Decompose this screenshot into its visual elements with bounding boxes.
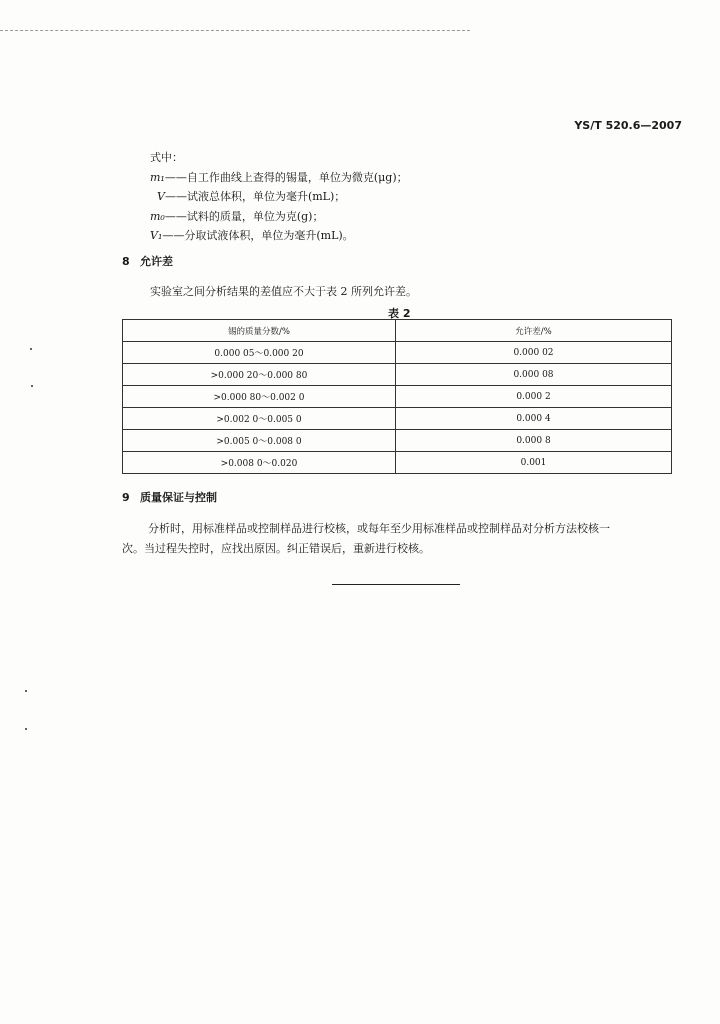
column-header-tin-fraction: 锡的质量分数/% xyxy=(123,320,396,342)
table-cell: 0.000 8 xyxy=(396,430,672,452)
table-cell: >0.005 0～0.008 0 xyxy=(123,430,396,452)
section-9-heading xyxy=(122,489,217,505)
table-header-row xyxy=(123,320,672,342)
table-cell: >0.002 0～0.005 0 xyxy=(123,408,396,430)
variable-definition xyxy=(150,168,408,188)
table-row xyxy=(123,430,672,452)
standard-code: YS/T 520.6—2007 xyxy=(574,119,682,132)
table-cell: 0.000 4 xyxy=(396,408,672,430)
tolerance-table xyxy=(122,319,672,474)
variable-definition xyxy=(150,187,408,207)
variable-symbol: V₁ xyxy=(150,229,163,242)
table-cell: 0.000 2 xyxy=(396,386,672,408)
variable-description: ——分取试液体积，单位为毫升(mL)。 xyxy=(162,229,354,242)
formula-variables xyxy=(150,148,408,246)
scan-edge-line xyxy=(0,30,470,31)
section-title: 质量保证与控制 xyxy=(140,491,217,504)
table-row xyxy=(123,342,672,364)
table-cell: >0.008 0～0.020 xyxy=(123,452,396,474)
table-cell: 0.001 xyxy=(396,452,672,474)
table-cell: 0.000 02 xyxy=(396,342,672,364)
variable-symbol: V xyxy=(157,190,165,203)
scan-speck xyxy=(25,728,27,730)
section-9-line-1: 分析时，用标准样品或控制样品进行校核，或每年至少用标准样品或控制样品对分析方法校核一 xyxy=(148,522,610,535)
section-8-heading xyxy=(122,253,173,269)
scan-speck xyxy=(25,690,27,692)
table-row xyxy=(123,386,672,408)
section-title: 允许差 xyxy=(140,255,173,268)
table-cell: 0.000 05～0.000 20 xyxy=(123,342,396,364)
formula-intro: 式中： xyxy=(150,151,183,164)
variable-definition xyxy=(150,207,408,227)
table-row xyxy=(123,408,672,430)
section-8-text: 实验室之间分析结果的差值应不大于表 2 所列允许差。 xyxy=(150,285,417,298)
table-cell: >0.000 20～0.000 80 xyxy=(123,364,396,386)
table-row xyxy=(123,452,672,474)
variable-symbol: m₀ xyxy=(150,209,165,223)
variable-definition xyxy=(150,226,408,246)
variable-description: ——试料的质量，单位为克(g)； xyxy=(164,209,324,223)
variable-description: ——试液总体积，单位为毫升(mL)； xyxy=(164,190,346,203)
variable-symbol: m₁ xyxy=(150,170,165,184)
section-number: 8 xyxy=(122,255,130,268)
table-cell: >0.000 80～0.002 0 xyxy=(123,386,396,408)
table-caption: 表 2 xyxy=(388,307,411,320)
scan-speck xyxy=(30,348,32,350)
column-header-tolerance: 允许差/% xyxy=(396,320,672,342)
table-row xyxy=(123,364,672,386)
variable-description: ——自工作曲线上查得的锡量，单位为微克(μg)； xyxy=(164,170,408,184)
section-9-line-2: 次。当过程失控时，应找出原因。纠正错误后，重新进行校核。 xyxy=(122,542,430,555)
end-of-document-rule xyxy=(332,584,460,585)
table-cell: 0.000 08 xyxy=(396,364,672,386)
section-number: 9 xyxy=(122,491,130,504)
scan-speck xyxy=(31,385,33,387)
